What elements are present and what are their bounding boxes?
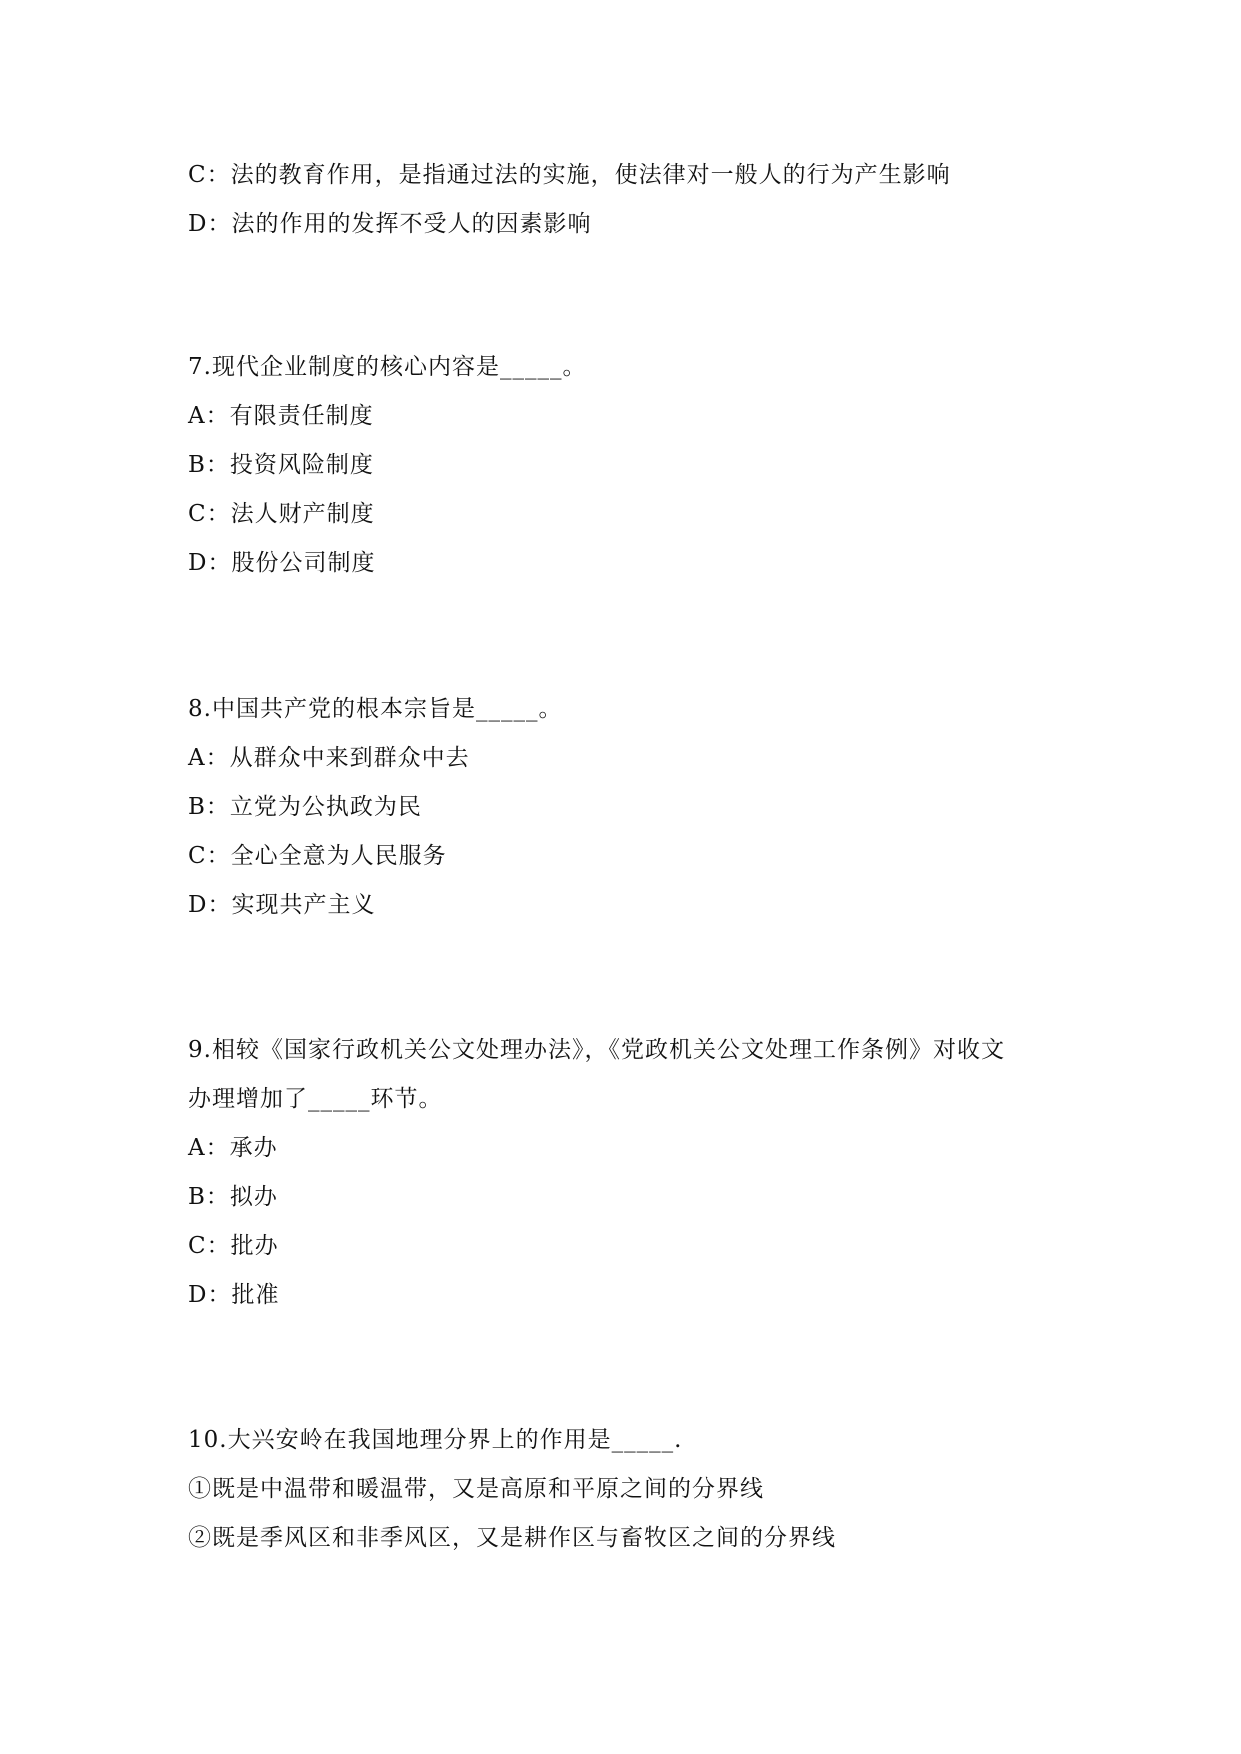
q10-item-2: ②既是季风区和非季风区，又是耕作区与畜牧区之间的分界线 [188,1525,836,1551]
q7-option-a: A：有限责任制度 [188,403,374,429]
q7-option-c: C：法人财产制度 [188,501,375,527]
q8-option-d: D：实现共产主义 [188,892,376,918]
q6-option-c: C：法的教育作用，是指通过法的实施，使法律对一般人的行为产生影响 [188,162,951,188]
q8-option-a: A：从群众中来到群众中去 [188,745,470,771]
q10-stem: 10.大兴安岭在我国地理分界上的作用是_____. [188,1427,683,1453]
q9-option-b: B：拟办 [188,1184,278,1210]
q8-stem: 8.中国共产党的根本宗旨是_____。 [188,696,563,722]
q7-option-d: D：股份公司制度 [188,550,376,576]
q9-stem-line1: 9.相较《国家行政机关公文处理办法》，《党政机关公文处理工作条例》对收文 [188,1037,1005,1063]
q10-item-1: ①既是中温带和暖温带，又是高原和平原之间的分界线 [188,1476,764,1502]
q8-option-b: B：立党为公执政为民 [188,794,422,820]
q9-option-c: C：批办 [188,1233,279,1259]
q7-stem: 7.现代企业制度的核心内容是_____。 [188,354,587,380]
q9-option-d: D：批准 [188,1282,280,1308]
q9-option-a: A：承办 [188,1135,278,1161]
q7-option-b: B：投资风险制度 [188,452,374,478]
q8-option-c: C：全心全意为人民服务 [188,843,447,869]
q9-stem-line2: 办理增加了_____环节。 [188,1086,443,1112]
q6-option-d: D：法的作用的发挥不受人的因素影响 [188,211,592,237]
